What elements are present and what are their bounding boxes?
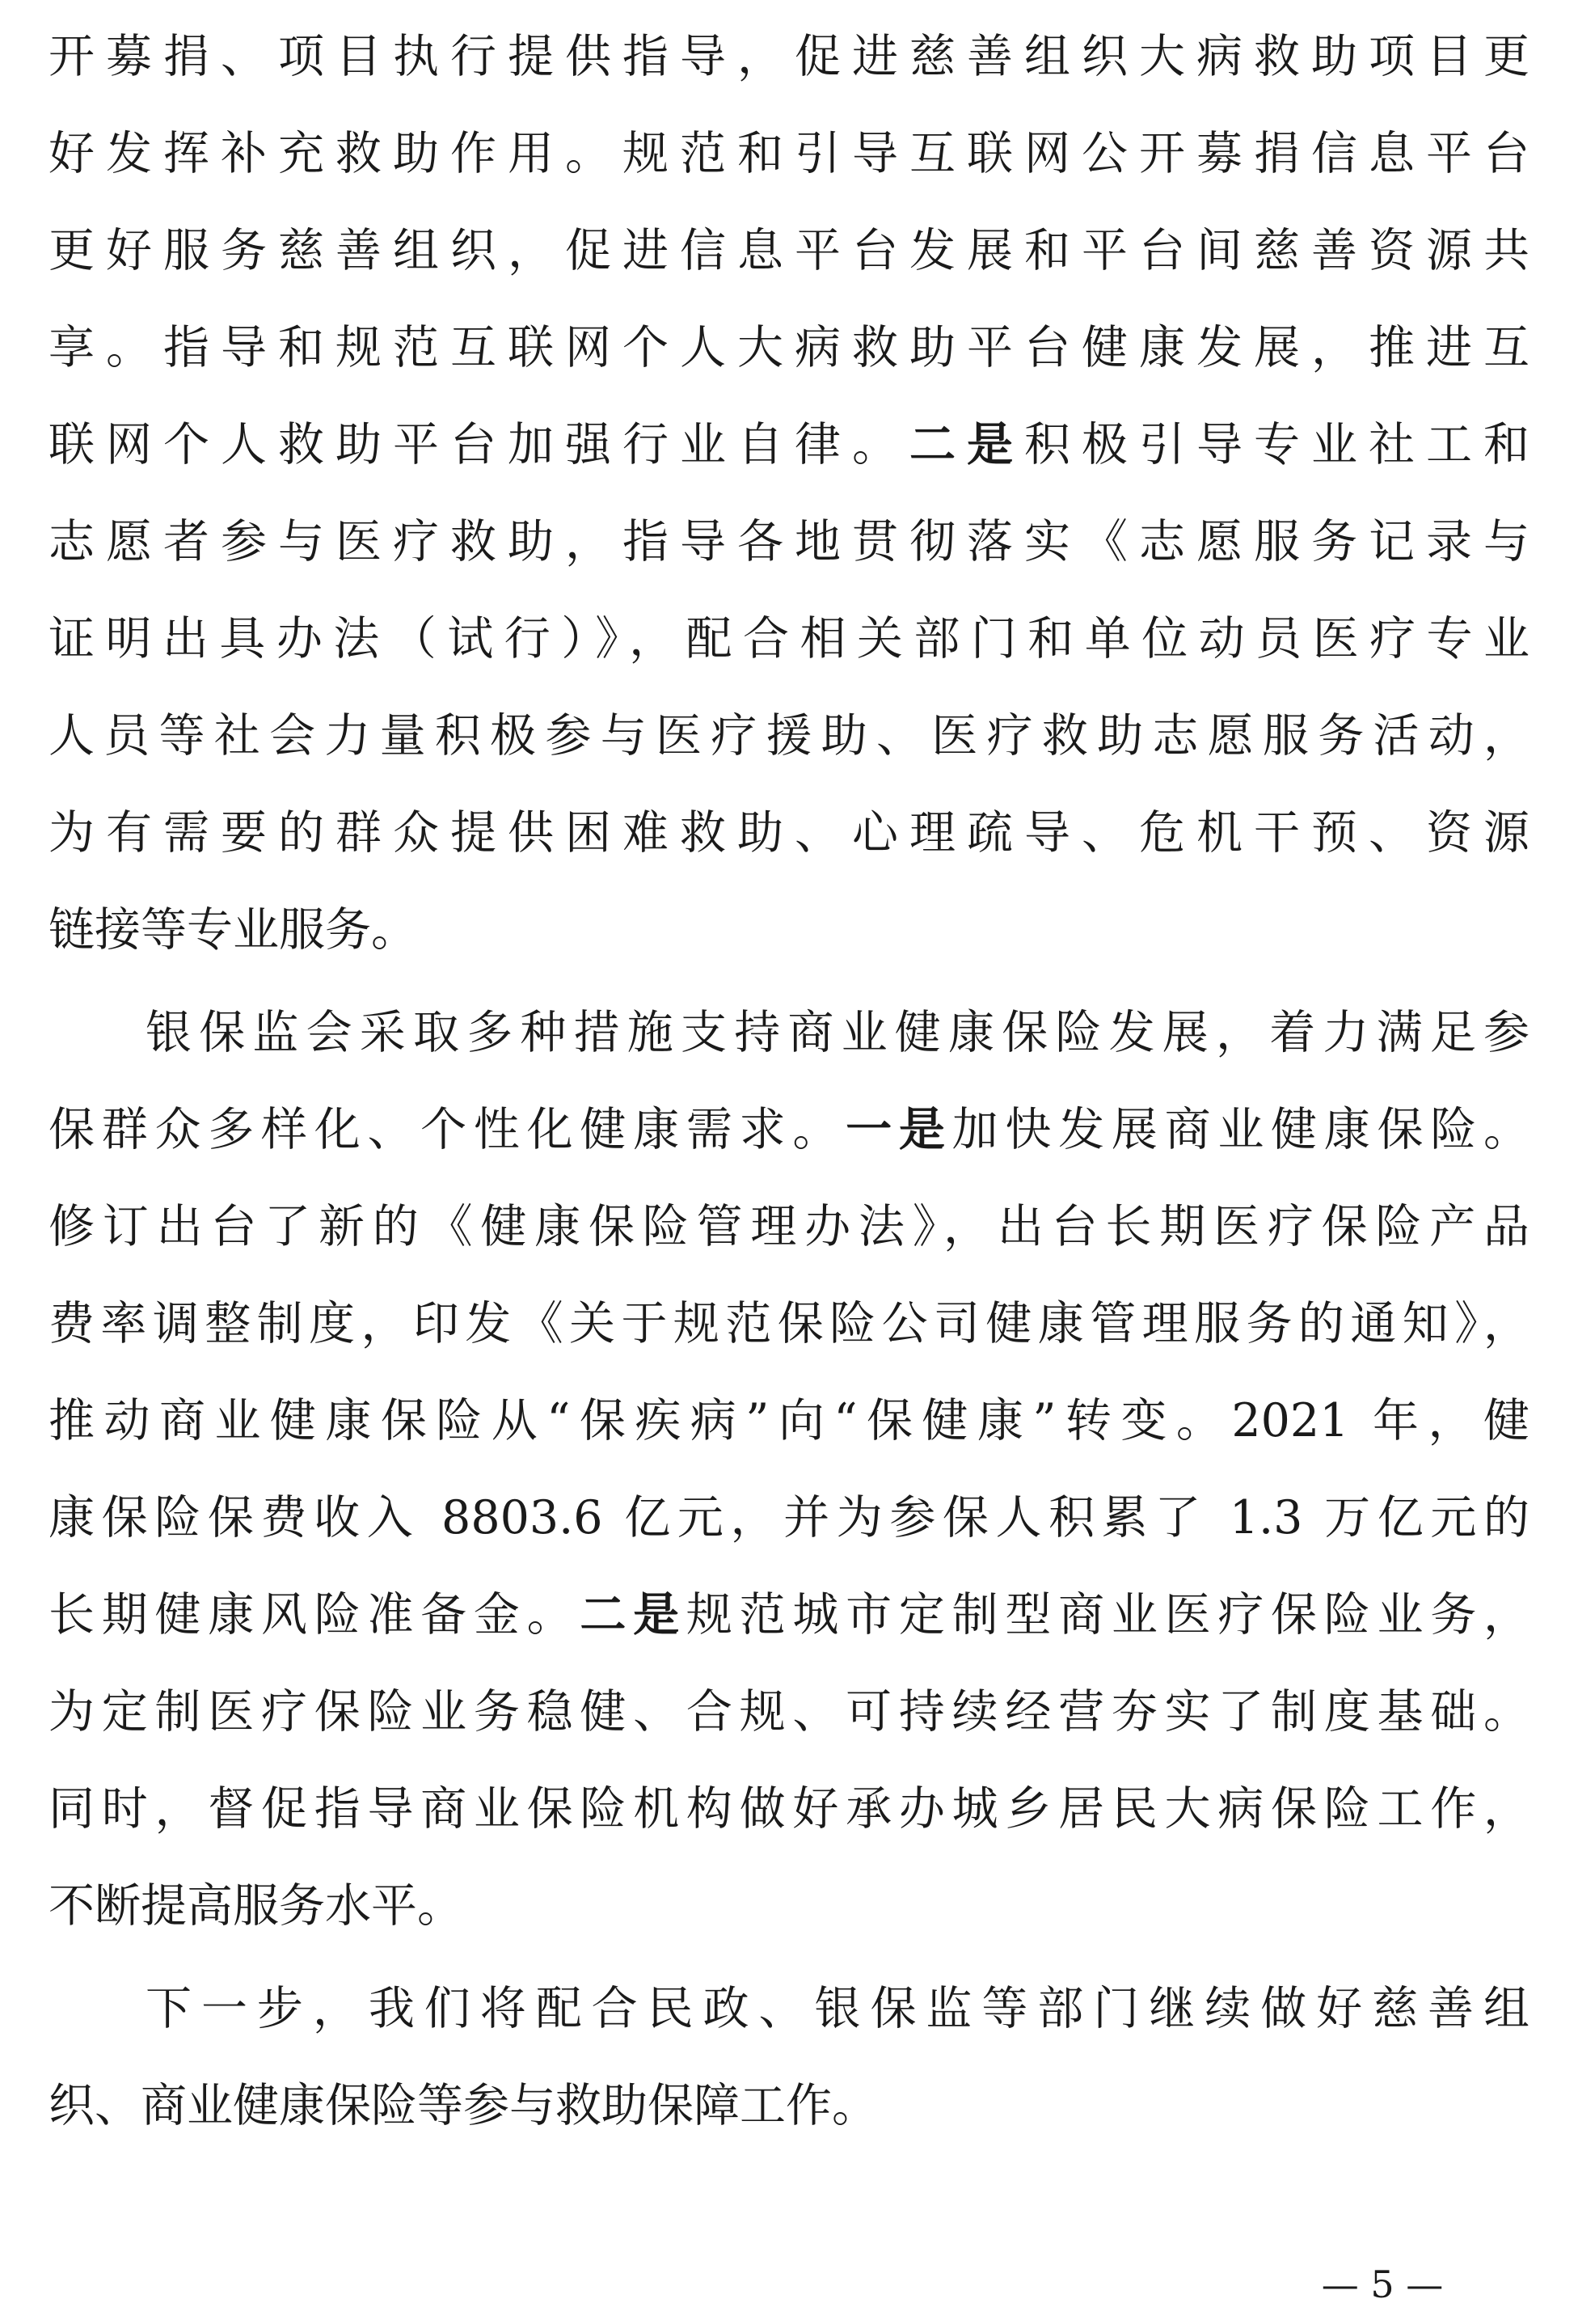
emphasis-label: 二是 <box>580 1587 686 1642</box>
text-line: 好发挥补充救助作用。规范和引导互联网公开募捐信息平台 <box>49 127 1529 180</box>
text-line: 修订出台了新的《健康保险管理办法》，出台长期医疗保险产品 <box>49 1200 1529 1253</box>
text-line: 为定制医疗保险业务稳健、合规、可持续经营夯实了制度基础。 <box>49 1685 1529 1739</box>
emphasis-label: 一是 <box>846 1102 952 1156</box>
text-line: 志愿者参与医疗救助，指导各地贯彻落实《志愿服务记录与 <box>49 515 1529 568</box>
paragraph-first-line: 下一步，我们将配合民政、银保监等部门继续做好慈善组 <box>146 1982 1529 2035</box>
text-line: 织、商业健康保险等参与救助保障工作。 <box>49 2079 878 2132</box>
text-line: 费率调整制度，印发《关于规范保险公司健康管理服务的通知》， <box>49 1297 1529 1350</box>
text-line: 开募捐、项目执行提供指导，促进慈善组织大病救助项目更 <box>49 30 1529 83</box>
text-line: 推动商业健康保险从“保疾病”向“保健康”转变。2021 年，健 <box>49 1394 1529 1447</box>
page-number: — 5 — <box>1321 2263 1444 2306</box>
text-line: 康保险保费收入 8803.6 亿元，并为参保人积累了 1.3 万亿元的 <box>49 1491 1529 1544</box>
emphasis-label: 二是 <box>909 417 1024 471</box>
paragraph-first-line: 银保监会采取多种措施支持商业健康保险发展，着力满足参 <box>146 1006 1529 1059</box>
text-line: 证明出具办法（试行）》，配合相关部门和单位动员医疗专业 <box>49 612 1529 666</box>
text-line: 保群众多样化、个性化健康需求。一是加快发展商业健康保险。 <box>49 1102 1530 1156</box>
text-line: 链接等专业服务。 <box>49 903 417 957</box>
text-line: 为有需要的群众提供困难救助、心理疏导、危机干预、资源 <box>49 806 1529 860</box>
text-line: 同时，督促指导商业保险机构做好承办城乡居民大病保险工作， <box>49 1782 1529 1836</box>
text-line: 更好服务慈善组织，促进信息平台发展和平台间慈善资源共 <box>49 224 1529 277</box>
text-line: 联网个人救助平台加强行业自律。二是积极引导专业社工和 <box>49 417 1529 471</box>
text-line: 长期健康风险准备金。二是规范城市定制型商业医疗保险业务， <box>49 1587 1530 1642</box>
text-line: 不断提高服务水平。 <box>49 1879 463 1933</box>
text-line: 人员等社会力量积极参与医疗援助、医疗救助志愿服务活动， <box>49 709 1529 763</box>
text-line: 享。指导和规范互联网个人大病救助平台健康发展，推进互 <box>49 321 1529 374</box>
